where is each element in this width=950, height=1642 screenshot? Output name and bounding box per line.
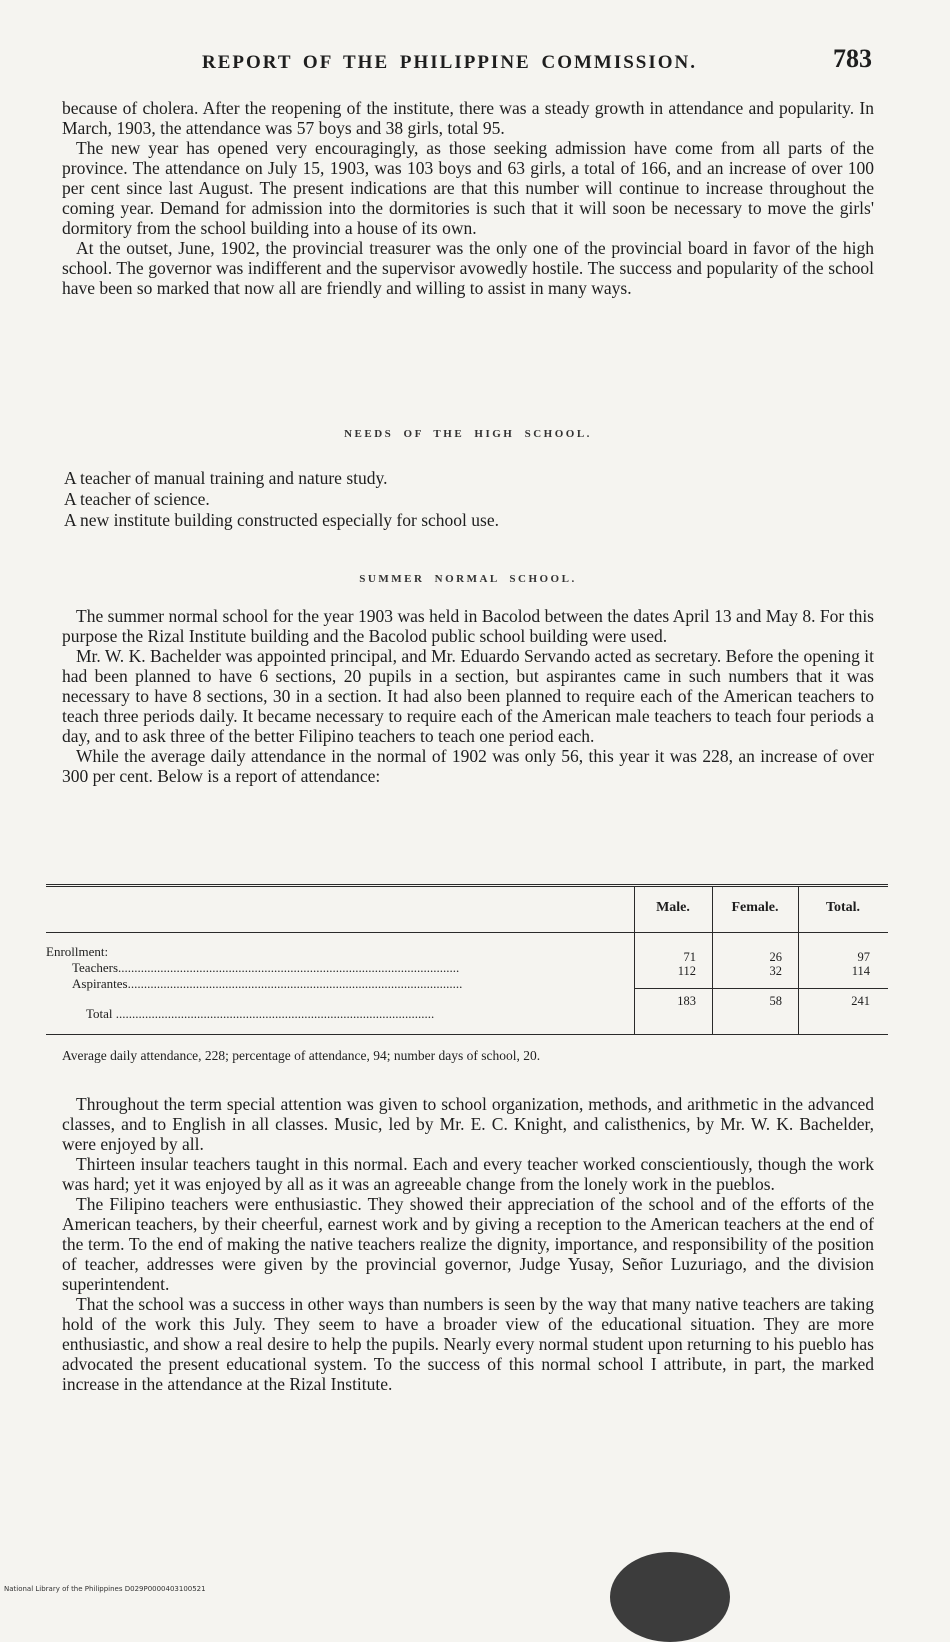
column-header-male: Male. bbox=[656, 900, 690, 915]
intro-section bbox=[62, 98, 874, 298]
page-number: 783 bbox=[833, 44, 872, 73]
cell-total-male: 183 bbox=[677, 994, 696, 1008]
paragraph: because of cholera. After the reopening of the institute, there was a steady growth in attendance and popularity. In March, 1903, the attendance was 57 boys and 38 girls, total 95. bbox=[62, 98, 874, 138]
cell-teachers-female: 26 bbox=[769, 950, 782, 964]
paragraph: The Filipino teachers were enthusiastic. They showed their appreciation of the school and of the efforts of the American teachers, by their cheerful, earnest work and by giving a reception to the American teachers at the end of the term. To the end of making the native teachers realize the dignity, importance, and responsibility of the position of teacher, addresses were given by the provincial governor, Judge Yusay, Señor Luzuriago, and the division superintendent. bbox=[62, 1194, 874, 1294]
row-label-text: Teachers bbox=[72, 960, 119, 975]
list-item: A teacher of manual training and nature study. bbox=[64, 468, 388, 488]
cell-teachers-total: 97 bbox=[857, 950, 870, 964]
paragraph: While the average daily attendance in the normal of 1902 was only 56, this year it was 228, an increase of over 300 per cent. Below is a report of attendance: bbox=[62, 746, 874, 786]
column-header-total: Total. bbox=[825, 900, 861, 915]
section-heading-summer-normal: SUMMER NORMAL SCHOOL. bbox=[359, 573, 577, 585]
cell-aspirantes-male: 112 bbox=[677, 964, 696, 978]
paragraph: Thirteen insular teachers taught in this normal. Each and every teacher worked conscientiously, though the work was hard; yet it was enjoyed by all as it was an agreeable change from the lonely work in the pueblos. bbox=[62, 1154, 874, 1194]
group-label: Enrollment: bbox=[46, 944, 109, 959]
cell-aspirantes-female: 32 bbox=[769, 964, 782, 978]
table-top-rule bbox=[46, 884, 888, 885]
paragraph: Mr. W. K. Bachelder was appointed principal, and Mr. Eduardo Servando acted as secretary. Before the opening it had been planned to have 6 sections, 20 pupils in a section, but aspirantes came in such numbers that it was necessary to have 8 sections, 30 in a section. It had also been planned to require each of the American teachers to teach three periods daily. It became necessary to require each of the American male teachers to teach four periods a day, and to ask three of the better Filipino teachers to teach one period each. bbox=[62, 646, 874, 746]
row-label-text: Aspirantes bbox=[72, 976, 128, 991]
page-header bbox=[62, 44, 872, 80]
table-top-rule-2 bbox=[46, 886, 888, 887]
paragraph: At the outset, June, 1902, the provincial treasurer was the only one of the provincial board in favor of the high school. The governor was indifferent and the supervisor avowedly hostile. The success and popularity of the school have been so marked that now all are friendly and willing to assist in many ways. bbox=[62, 238, 874, 298]
row-label-text: Total bbox=[86, 1006, 113, 1021]
list-item: A teacher of science. bbox=[64, 489, 210, 509]
list-item: A new institute building constructed especially for school use. bbox=[64, 510, 499, 530]
cell-total-female: 58 bbox=[769, 994, 782, 1008]
column-header-female: Female. bbox=[731, 900, 779, 915]
cell-teachers-male: 71 bbox=[683, 950, 696, 964]
summer-section bbox=[62, 606, 874, 786]
paragraph: The new year has opened very encouragingly, as those seeking admission have come from all parts of the province. The attendance on July 15, 1903, was 103 boys and 63 girls, a total of 166, and an increase of over 100 per cent since last August. The present indications are that this number will continue to increase throughout the coming year. Demand for admission into the dormitories is such that it will soon be necessary to move the girls' dormitory from the school building into a house of its own. bbox=[62, 138, 874, 238]
row-label-aspirantes: Aspirantes....................................................................................................... bbox=[72, 976, 463, 991]
section-heading-needs: NEEDS OF THE HIGH SCHOOL. bbox=[344, 428, 592, 440]
scanner-thumb-shadow bbox=[610, 1552, 730, 1642]
cell-total-total: 241 bbox=[851, 994, 870, 1008]
row-label-teachers: Teachers......................................................................................................... bbox=[72, 960, 460, 975]
footer-credit: National Library of the Philippines D029P0000403100521 bbox=[4, 1585, 206, 1593]
paragraph: Throughout the term special attention was given to school organization, methods, and arithmetic in the advanced classes, and to English in all classes. Music, led by Mr. E. C. Knight, and calisthenics, by Mr. W. K. Bachelder, were enjoyed by all. bbox=[62, 1094, 874, 1154]
attendance-table bbox=[46, 884, 888, 1042]
paragraph: The summer normal school for the year 1903 was held in Bacolod between the dates April 13 and May 8. For this purpose the Rizal Institute building and the Bacolod public school building were used. bbox=[62, 606, 874, 646]
table-bottom-rule bbox=[46, 1034, 888, 1035]
running-title: REPORT OF THE PHILIPPINE COMMISSION. bbox=[202, 52, 698, 73]
paragraph: That the school was a success in other ways than numbers is seen by the way that many native teachers are taking hold of the work this July. They seem to have a broader view of the educational situation. They are more enthusiastic, and show a real desire to help the pupils. Nearly every normal student upon returning to his pueblo has advocated the present educational system. To the success of this normal school I attribute, in part, the marked increase in the attendance at the Rizal Institute. bbox=[62, 1294, 874, 1394]
table-footnote: Average daily attendance, 228; percentage of attendance, 94; number days of school, 20. bbox=[62, 1048, 541, 1063]
table-header-rule bbox=[46, 932, 888, 933]
cell-aspirantes-total: 114 bbox=[851, 964, 870, 978]
row-label-total: Total .................................................................................................. bbox=[86, 1006, 435, 1021]
needs-list bbox=[62, 468, 874, 531]
subtotal-rule bbox=[634, 988, 888, 989]
closing-section bbox=[62, 1094, 874, 1394]
